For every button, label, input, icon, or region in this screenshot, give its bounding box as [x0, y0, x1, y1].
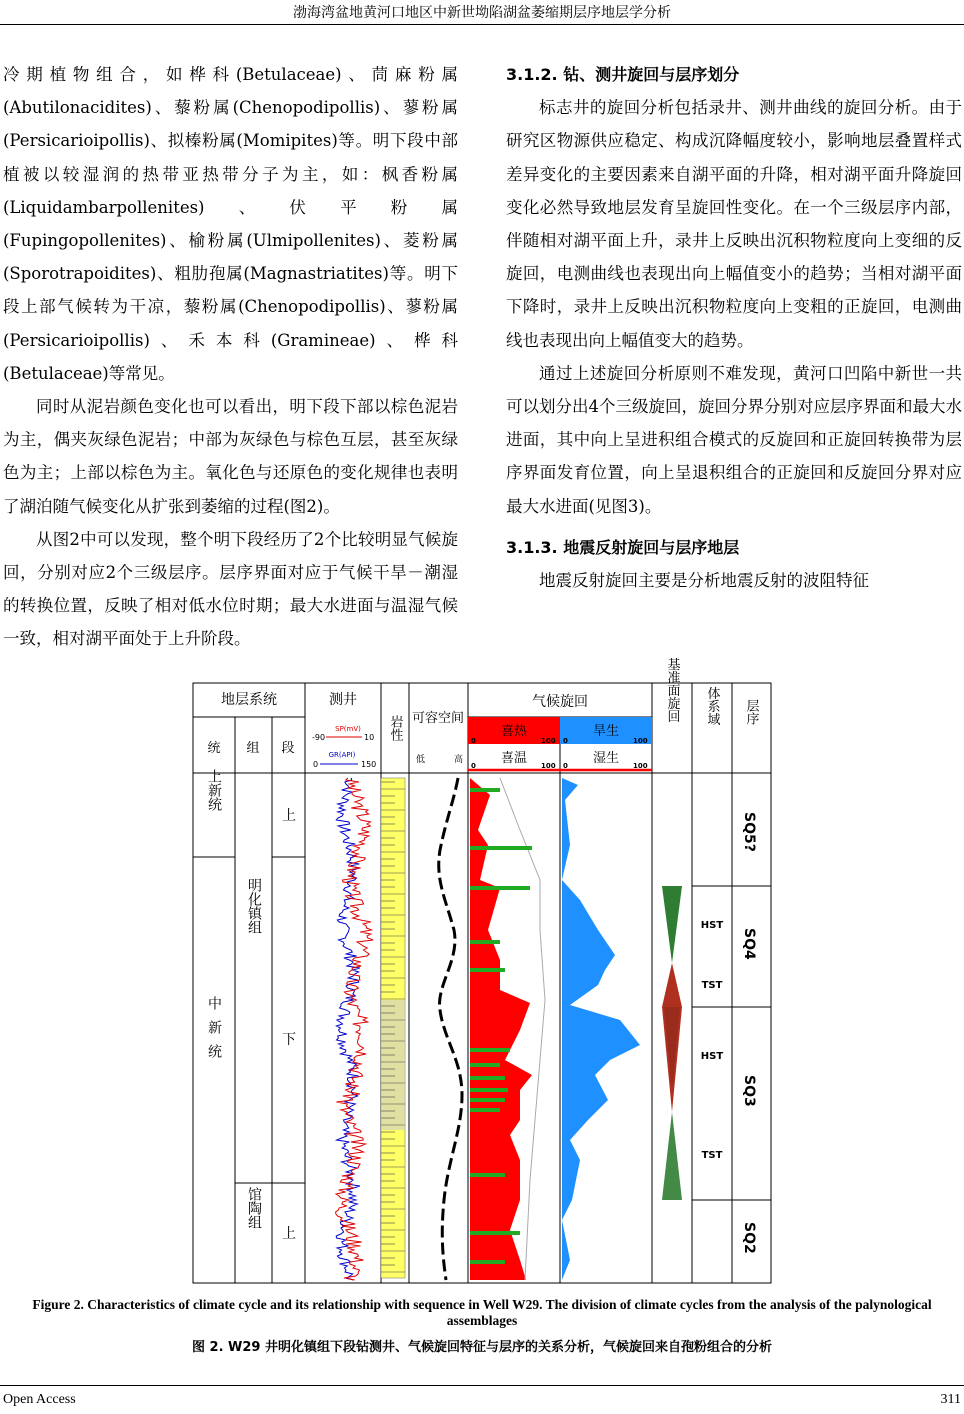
zu-gtz: 馆陶组 [246, 1187, 262, 1229]
c-hundred-2: 100 [633, 737, 648, 745]
duan-xia: 下 [282, 1032, 296, 1048]
gr-label: GR(API) [328, 751, 356, 759]
h-zu: 组 [246, 741, 260, 756]
seq-sq5: SQ5? [741, 812, 757, 852]
c-shisheng: 湿生 [592, 751, 620, 766]
acc-high: 高 [454, 755, 464, 765]
c-hundred-1: 100 [541, 737, 556, 745]
gr-min: 0 [313, 760, 319, 769]
base-level-wedge-sq3-tst [662, 1112, 682, 1200]
h-tong: 统 [207, 741, 221, 756]
left-paragraph-1: 冷期植物组合，如桦科(Betulaceae)、茼麻粉属(Abutilonacidites)、藜粉属(Chenopodipollis)、蓼粉属(Persicarioipollis)、拟榛粉属(Momipites)等。明下段中部植被以较湿润的热带亚热带分子为主，如：枫香粉属(Liquidambarpollenites)、伏平粉属(Fupingopollenites)、榆粉属(Ulmipollenites)、菱粉属(Sporotrapoidites)、粗肋孢属(Magnastriatites)等。明下段上部气候转为干凉，藜粉属(Chenopodipollis)、蓼粉属(Persicarioipollis)、禾本科(Gramineae)、桦科(Betulaceae)等常见。 [3, 65, 458, 383]
c-zero-2: 0 [563, 737, 568, 745]
left-paragraph-3: 从图2中可以发现，整个明下段经历了2个比较明显气候旋回，分别对应2个三级层序。层序界面对应于气候干旱－潮湿的转换位置，反映了相对低水位时期；最大水进面与温湿气候一致，相对湖平面处于上升阶段。 [3, 529, 458, 649]
warm-climate-area [470, 778, 532, 1280]
sp-max: 10 [364, 733, 375, 742]
tract-tst-sq4: TST [701, 980, 723, 991]
seq-sq3: SQ3 [741, 1075, 757, 1107]
running-header: 渤海湾盆地黄河口地区中新世坳陷湖盆萎缩期层序地层学分析 [293, 5, 671, 21]
c-zero-4: 0 [563, 762, 568, 770]
c-zero-1: 0 [471, 737, 476, 745]
caption-chinese: 图 2. W29 井明化镇组下段钻测井、气候旋回特征与层序的关系分析，气候旋回来自孢粉组合的分析 [192, 1340, 772, 1355]
gr-max: 150 [361, 760, 377, 769]
h-climate: 气候旋回 [532, 694, 588, 710]
seq-sq4: SQ4 [741, 928, 757, 960]
section-heading-3-1-3: 3.1.3. 地震反射旋回与层序地层 [506, 537, 740, 557]
acc-low: 低 [416, 755, 426, 765]
c-hansheng: 旱生 [592, 724, 620, 739]
zu-mhz: 明化镇组 [246, 878, 262, 934]
footer-open-access: Open Access [3, 1392, 76, 1407]
tong-upper: 上新统 [206, 769, 222, 811]
sp-label: SP(mV) [335, 725, 361, 733]
section-heading-3-1-2: 3.1.2. 钻、测井旋回与层序划分 [506, 65, 740, 84]
h-log: 测井 [329, 692, 357, 708]
duan-shang: 上 [282, 808, 296, 824]
footer-rule [0, 1385, 964, 1386]
caption-english: Figure 2. Characteristics of climate cycle and its relationship with sequence in Well W29. The division of climate cycles from the analysis of the palynological assemblages [32, 1297, 932, 1328]
base-level-wedge-sq4 [662, 886, 682, 963]
tract-hst-sq3: HST [700, 1051, 724, 1062]
right-paragraph-2: 通过上述旋回分析原则不难发现，黄河口凹陷中新世一共可以划分出4个三级旋回，旋回分界分别对应层序界面和最大水进面，其中向上呈进积组合模式的反旋回和正旋回转换带为层序界面发育位置，向上呈退积组合的正旋回和反旋回分界对应最大水进面(见图3)。 [506, 363, 962, 516]
left-paragraph-2: 同时从泥岩颜色变化也可以看出，明下段下部以棕色泥岩为主，偶夹灰绿色泥岩；中部为灰绿色与棕色互层，甚至灰绿色为主；上部以棕色为主。氧化色与还原色的变化规律也表明了湖泊随气候变化从扩张到萎缩的过程(图2)。 [3, 397, 458, 516]
h-acc: 可容空间 [411, 711, 465, 726]
c-zero-3: 0 [471, 762, 476, 770]
sp-min: -90 [312, 733, 326, 742]
h-duan: 段 [281, 741, 295, 756]
tract-tst-sq3: TST [701, 1150, 723, 1161]
accommodation-curve [439, 778, 462, 1280]
h-seq: 层序 [743, 699, 759, 725]
c-hundred-4: 100 [633, 762, 648, 770]
h-lith: 岩性 [387, 715, 403, 741]
c-xire: 喜热 [500, 724, 528, 739]
h-strat: 地层系统 [221, 692, 277, 708]
h-base: 基准面旋回 [664, 657, 680, 723]
seq-sq2: SQ2 [741, 1222, 757, 1254]
page-number: 311 [940, 1392, 961, 1407]
tong-mid: 中新统 [206, 996, 222, 1068]
c-hundred-3: 100 [541, 762, 556, 770]
c-xiwen: 喜温 [500, 751, 528, 766]
right-paragraph-3: 地震反射旋回主要是分析地震反射的波阻特征 [539, 571, 869, 591]
h-tract: 体系域 [704, 686, 720, 726]
base-level-wedge-sq4-tst [662, 963, 682, 1007]
duan-shang-gtz: 上 [282, 1226, 296, 1242]
right-paragraph-1: 标志井的旋回分析包括录井、测井曲线的旋回分析。由于研究区物源供应稳定、构成沉降幅度较小，影响地层叠置样式差异变化的主要因素来自湖平面的升降，相对湖平面升降旋回变化必然导致地层发育呈旋回性变化。在一个三级层序内部，伴随相对湖平面上升，录井上反映出沉积物粒度向上变细的反旋回，电测曲线也表现出向上幅值变小的趋势；当相对湖平面下降时，录井上反映出沉积物粒度向上变粗的正旋回，电测曲线也表现出向上幅值变大的趋势。 [506, 98, 962, 350]
tract-hst-sq4: HST [700, 920, 724, 931]
humid-climate-area [562, 778, 640, 1280]
